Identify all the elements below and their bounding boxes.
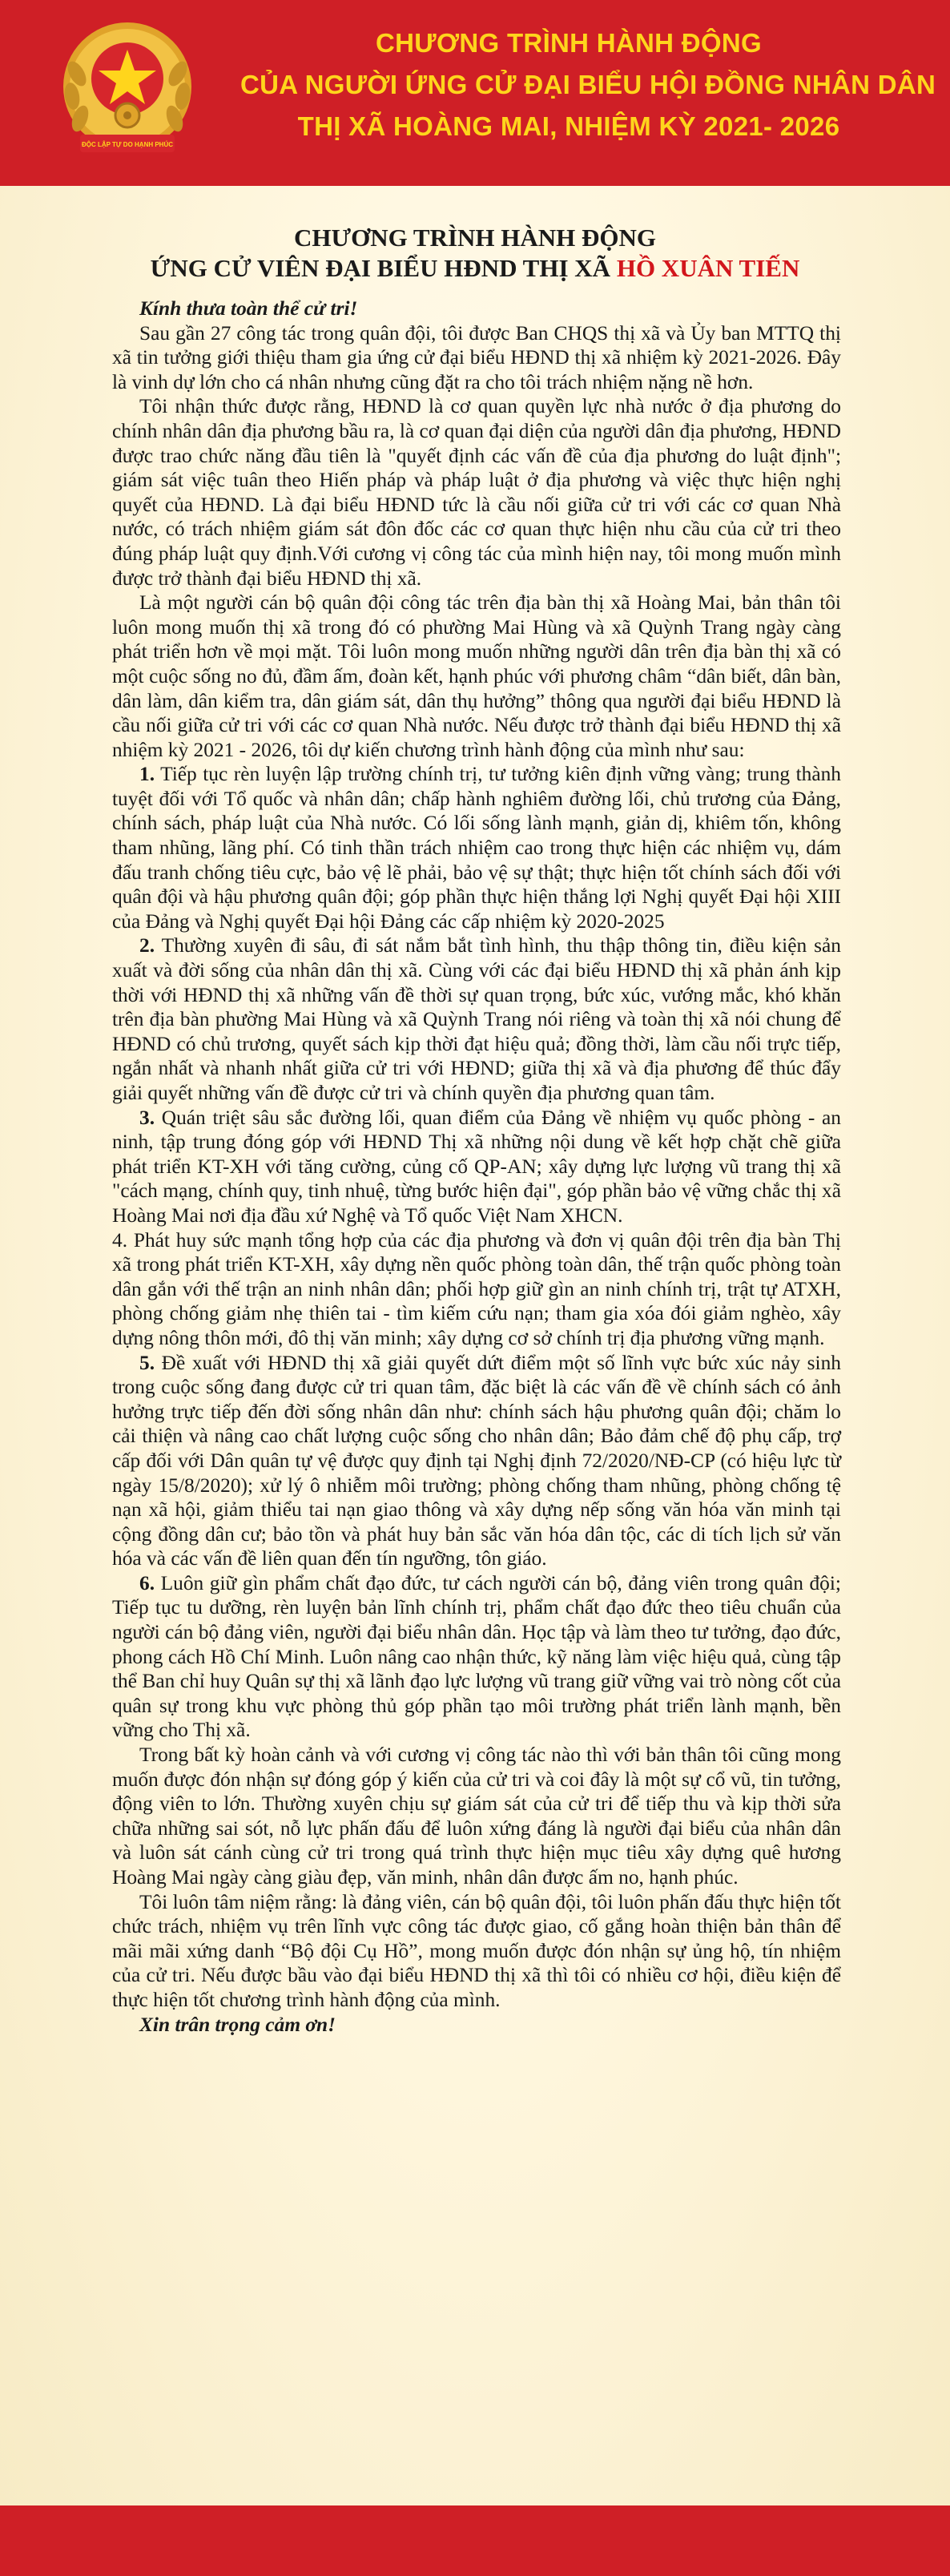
action-item-4: 4. Phát huy sức mạnh tổng hợp của các địa phương và đơn vị quân đội trên địa bàn Thị xã trong phát triển KT-XH, xây dựng nền quốc phòng toàn dân, thế trận quốc phòng toàn dân gắn với thế trận an ninh nhân dân; phối hợp giữ gìn an ninh chính trị, trật tự ATXH, phòng chống giảm nhẹ thiên tai - tìm kiếm cứu nạn; tham gia xóa đói giảm nghèo, xây dựng nông thôn mới, đô thị văn minh; xây dựng cơ sở chính trị địa phương vững mạnh. xyxy=(112,1228,841,1349)
paragraph-motto: Tôi luôn tâm niệm rằng: là đảng viên, cán bộ quân đội, tôi luôn phấn đấu thực hiện tốt chức trách, nhiệm vụ trên lĩnh vực công tác được giao, cố gắng hoàn thiện bản thân để mãi mãi xứng danh “Bộ đội Cụ Hồ”, mong muốn được đón nhận sự ủng hộ, tín nhiệm của cử tri. Nếu được bầu vào đại biểu HĐND thị xã thì tôi có nhiều cơ hội, điều kiện để thực hiện tốt chương trình hành động của mình. xyxy=(112,1890,841,2011)
document-body xyxy=(112,296,841,2037)
header-banner xyxy=(0,0,950,186)
action-item-1-number: 1. xyxy=(139,763,155,786)
paragraph-aspiration: Là một người cán bộ quân đội công tác trên địa bàn thị xã Hoàng Mai, bản thân tôi luôn mong muốn thị xã trong đó có phường Mai Hùng và xã Quỳnh Trang ngày càng phát triển hơn về mọi mặt. Tôi luôn mong muốn những người dân trên địa bàn thị xã có một cuộc sống no đủ, đầm ấm, đoàn kết, hạnh phúc với phương châm “dân biết, dân bàn, dân làm, dân kiểm tra, dân giám sát, dân thụ hưởng” thông qua người đại biểu HĐND là cầu nối giữa cử tri với các cơ quan Nhà nước. Nếu được trở thành đại biểu HĐND thị xã nhiệm kỳ 2021 - 2026, tôi dự kiến chương trình hành động của mình như sau: xyxy=(112,591,841,761)
action-item-3-number: 3. xyxy=(139,1106,155,1129)
document-title: CHƯƠNG TRÌNH HÀNH ĐỘNG xyxy=(293,224,657,252)
candidate-name: HỒ XUÂN TIẾN xyxy=(616,254,800,282)
paragraph-awareness: Tôi nhận thức được rằng, HĐND là cơ quan quyền lực nhà nước ở địa phương do chính nhân dân địa phương bầu ra, là cơ quan đại diện của người dân địa phương, HĐND được trao chức năng đầu tiên là "quyết định các vấn đề của địa phương do luật định"; giám sát việc tuân theo Hiến pháp và pháp luật ở địa phương và việc thực hiện nghị quyết của HĐND. Là đại biểu HĐND tức là cầu nối giữa cử tri với các cơ quan Nhà nước, có trách nhiệm giám sát đôn đốc các cơ quan thực hiện nhu cầu của cử tri theo đúng pháp luật quy định.Với cương vị công tác của mình hiện nay, tôi mong muốn mình được trở thành đại biểu HĐND thị xã. xyxy=(112,395,841,590)
document-subtitle xyxy=(96,253,854,284)
greeting: Kính thưa toàn thể cử tri! xyxy=(139,297,358,320)
header-title-block xyxy=(240,22,936,147)
header-title-line-2: CỦA NGƯỜI ỨNG CỬ ĐẠI BIỂU HỘI ĐỒNG NHÂN DÂN xyxy=(240,70,936,99)
action-item-1 xyxy=(112,762,841,933)
paragraph-intro: Sau gần 27 công tác trong quân đội, tôi được Ban CHQS thị xã và Ủy ban MTTQ thị xã tin tưởng giới thiệu tham gia ứng cử đại biểu HĐND thị xã nhiệm kỳ 2021-2026. Đây là vinh dự lớn cho cá nhân nhưng cũng đặt ra cho tôi trách nhiệm nặng nề hơn. xyxy=(112,321,841,393)
action-item-1-text: Tiếp tục rèn luyện lập trường chính trị, tư tưởng kiên định vững vàng; trung thành tuyệt đối với Tổ quốc và nhân dân; chấp hành nghiêm đường lối, chủ trương của Đảng, chính sách, pháp luật của Nhà nước. Có lối sống lành mạnh, giản dị, khiêm tốn, không tham nhũng, lãng phí. Có tinh thần trách nhiệm cao trong thực hiện các nhiệm vụ, dám đấu tranh chống tiêu cực, bảo vệ lẽ phải, bảo vệ sự thật; thực hiện tốt chính sách đối với quân đội và hậu phương quân đội; góp phần thực hiện thắng lợi Nghị quyết Đại hội XIII của Đảng và Nghị quyết Đại hội Đảng các cấp nhiệm kỳ 2020-2025 xyxy=(112,763,842,933)
closing-line: Xin trân trọng cảm ơn! xyxy=(139,2013,336,2036)
action-item-6-number: 6. xyxy=(139,1571,155,1594)
paragraph-commitment: Trong bất kỳ hoàn cảnh và với cương vị công tác nào thì với bản thân tôi cũng mong muốn được đón nhận sự đóng góp ý kiến của cử tri và coi đây là một sự cổ vũ, tin tưởng, động viên to lớn. Thường xuyên chịu sự giám sát của cử tri để tiếp thu và kịp thời sửa chữa những sai sót, nỗ lực phấn đấu để luôn xứng đáng là người đại biểu của nhân dân và luôn sát cánh cùng cử tri trong quá trình thực hiện mục tiêu xây dựng quê hương Hoàng Mai ngày càng giàu đẹp, văn minh, nhân dân được ấm no, hạnh phúc. xyxy=(112,1744,841,1889)
action-item-5 xyxy=(112,1351,841,1571)
action-item-5-text: Đề xuất với HĐND thị xã giải quyết dứt điểm một số lĩnh vực bức xúc nảy sinh trong cuộc sống đang được cử tri quan tâm, đặc biệt là các vấn đề về chính sách có ảnh hưởng trực tiếp đến đời sống nhân dân như: chính sách hậu phương quân đội; chăm lo cải thiện và nâng cao chất lượng cuộc sống cho nhân dân; Bảo đảm chế độ phụ cấp, trợ cấp đối với Dân quân tự vệ được quy định tại Nghị định 72/2020/NĐ-CP (có hiệu lực từ ngày 15/8/2020); xử lý ô nhiễm môi trường; phòng chống tham nhũng, phòng chống tệ nạn xã hội, giảm thiểu tai nạn giao thông và xây dựng nếp sống văn hóa văn minh tại cộng đồng dân cư; bảo tồn và phát huy bản sắc văn hóa dân tộc, các di tích lịch sử văn hóa và các vấn đề liên quan đến tín ngưỡng, tôn giáo. xyxy=(112,1351,841,1570)
action-item-6-text: Luôn giữ gìn phẩm chất đạo đức, tư cách người cán bộ, đảng viên trong quân đội; Tiếp tục tu dưỡng, rèn luyện bản lĩnh chính trị, phẩm chất đạo đức theo tiêu chuẩn của người cán bộ đảng viên, người đại biểu nhân dân. Học tập và làm theo tư tưởng, đạo đức, phong cách Hồ Chí Minh. Luôn nâng cao nhận thức, kỹ năng làm việc hiệu quả, cùng tập thể Ban chỉ huy Quân sự thị xã lãnh đạo lực lượng vũ trang giữ vững vai trò nòng cốt của quân sự trong khu vực phòng thủ góp phần tạo môi trường phát triển lành mạnh, bền vững cho Thị xã. xyxy=(112,1571,841,1742)
footer-bar xyxy=(0,2505,950,2576)
svg-text:ĐỘC LẬP TỰ DO HẠNH PHÚC: ĐỘC LẬP TỰ DO HẠNH PHÚC xyxy=(81,141,174,148)
action-item-5-number: 5. xyxy=(139,1351,155,1374)
action-item-6 xyxy=(112,1571,841,1743)
action-item-2-text: Thường xuyên đi sâu, đi sát nắm bắt tình hình, thu thập thông tin, điều kiện sản xuất và đời sống của nhân dân thị xã. Cùng với các đại biểu HĐND thị xã phản ánh kịp thời với HĐND thị xã những vấn đề thời sự quan trọng, bức xúc, vướng mắc, khó khăn trên địa bàn phường Mai Hùng và xã Quỳnh Trang nói riêng và toàn thị xã nói chung để HĐND có chủ trương, quyết sách kịp thời đạt hiệu quả; đồng thời, làm cầu nối trực tiếp, ngắn nhất và nhanh nhất giữa cử tri với HĐND; giữa thị xã và địa phương để thúc đẩy giải quyết những vấn đề được cử tri và chính quyền địa phương quan tâm. xyxy=(112,934,841,1104)
national-emblem-icon xyxy=(56,18,199,168)
action-item-3-text: Quán triệt sâu sắc đường lối, quan điểm của Đảng về nhiệm vụ quốc phòng - an ninh, tập trung đóng góp với HĐND Thị xã những nội dung về kết hợp chặt chẽ giữa phát triển KT-XH với tăng cường, củng cố QP-AN; xây dựng lực lượng vũ trang thị xã "cách mạng, chính quy, tinh nhuệ, từng bước hiện đại", góp phần bảo vệ vững chắc thị xã Hoàng Mai nơi địa đầu xứ Nghệ và Tổ quốc Việt Nam XHCN. xyxy=(112,1106,841,1227)
action-item-2-number: 2. xyxy=(139,934,155,957)
subtitle-prefix: ỨNG CỬ VIÊN ĐẠI BIỂU HĐND THỊ XÃ xyxy=(150,254,611,282)
action-item-3 xyxy=(112,1106,841,1228)
header-title-line-1: CHƯƠNG TRÌNH HÀNH ĐỘNG xyxy=(376,28,762,58)
action-item-2 xyxy=(112,933,841,1105)
header-title-line-3: THỊ XÃ HOÀNG MAI, NHIỆM KỲ 2021- 2026 xyxy=(297,111,840,141)
